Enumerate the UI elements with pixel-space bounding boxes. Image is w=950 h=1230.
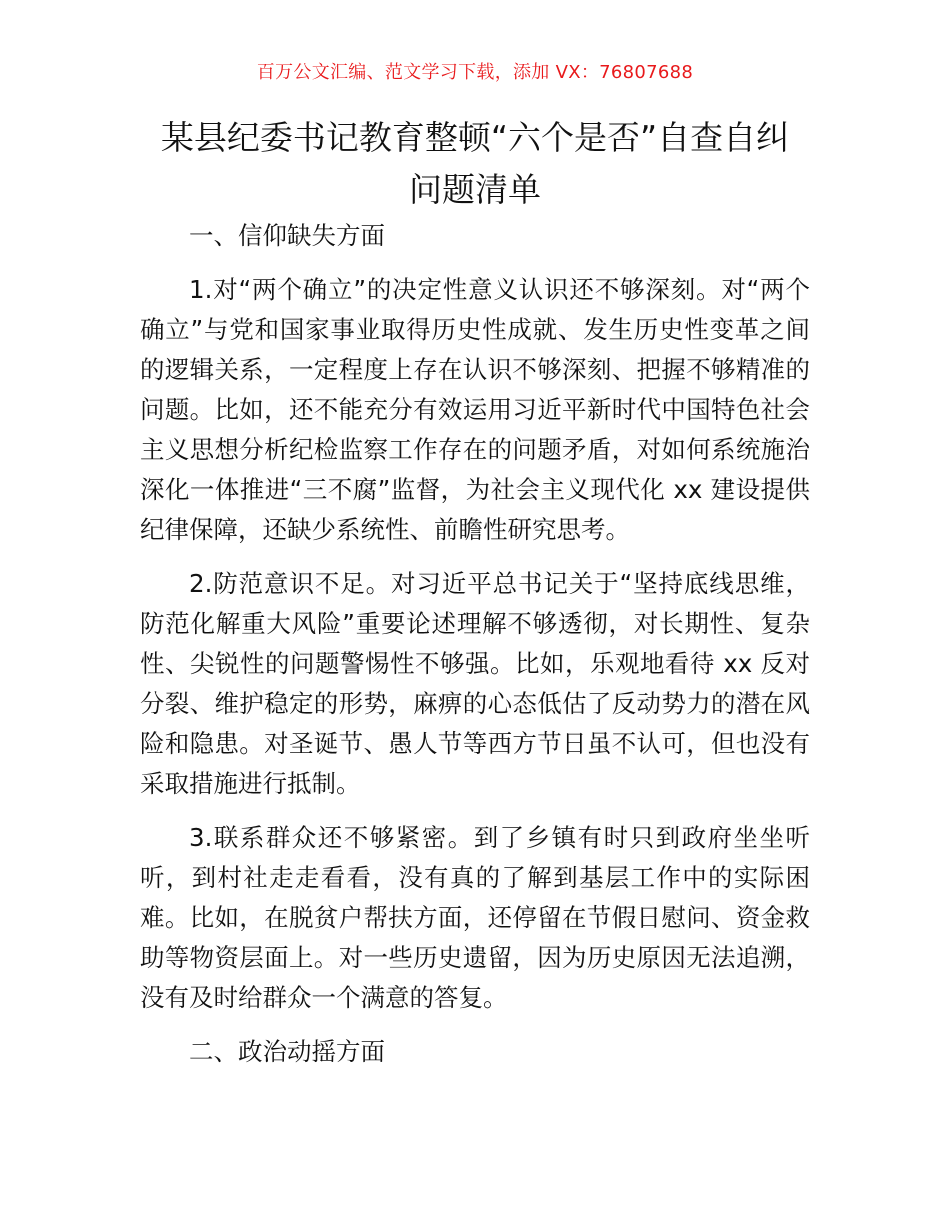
section-heading-1: 一、信仰缺失方面 <box>189 221 385 250</box>
header-banner: 百万公文汇编、范文学习下载，添加 VX：76807688 <box>256 62 694 83</box>
paragraph-2: 2.防范意识不足。对习近平总书记关于“坚持底线思维，防范化解重大风险”重要论述理解不够透彻，对长期性、复杂性、尖锐性的问题警惕性不够强。比如，乐观地看待 xx 反对分裂、维护稳定的形势，麻痹的心态低估了反动势力的潜在风险和隐患。对圣诞节、愚人节等西方节日虽不认可，但也没有采取措施进行抵制。 <box>140 569 810 798</box>
section-heading-2: 二、政治动摇方面 <box>189 1037 385 1066</box>
paragraph-1: 1.对“两个确立”的决定性意义认识还不够深刻。对“两个确立”与党和国家事业取得历史性成就、发生历史性变革之间的逻辑关系，一定程度上存在认识不够深刻、把握不够精准的问题。比如，还不能充分有效运用习近平新时代中国特色社会主义思想分析纪检监察工作存在的问题矛盾，对如何系统施治深化一体推进“三不腐”监督，为社会主义现代化 xx 建设提供纪律保障，还缺少系统性、前瞻性研究思考。 <box>140 275 810 544</box>
title-line-2: 问题清单 <box>409 170 541 209</box>
document-title <box>100 112 850 216</box>
title-line-1: 某县纪委书记教育整顿“六个是否”自查自纠 <box>160 118 790 157</box>
document-body <box>140 216 810 1086</box>
paragraph-3: 3.联系群众还不够紧密。到了乡镇有时只到政府坐坐听听，到村社走走看看，没有真的了解到基层工作中的实际困难。比如，在脱贫户帮扶方面，还停留在节假日慰问、资金救助等物资层面上。对一些历史遗留，因为历史原因无法追溯，没有及时给群众一个满意的答复。 <box>140 823 810 1012</box>
